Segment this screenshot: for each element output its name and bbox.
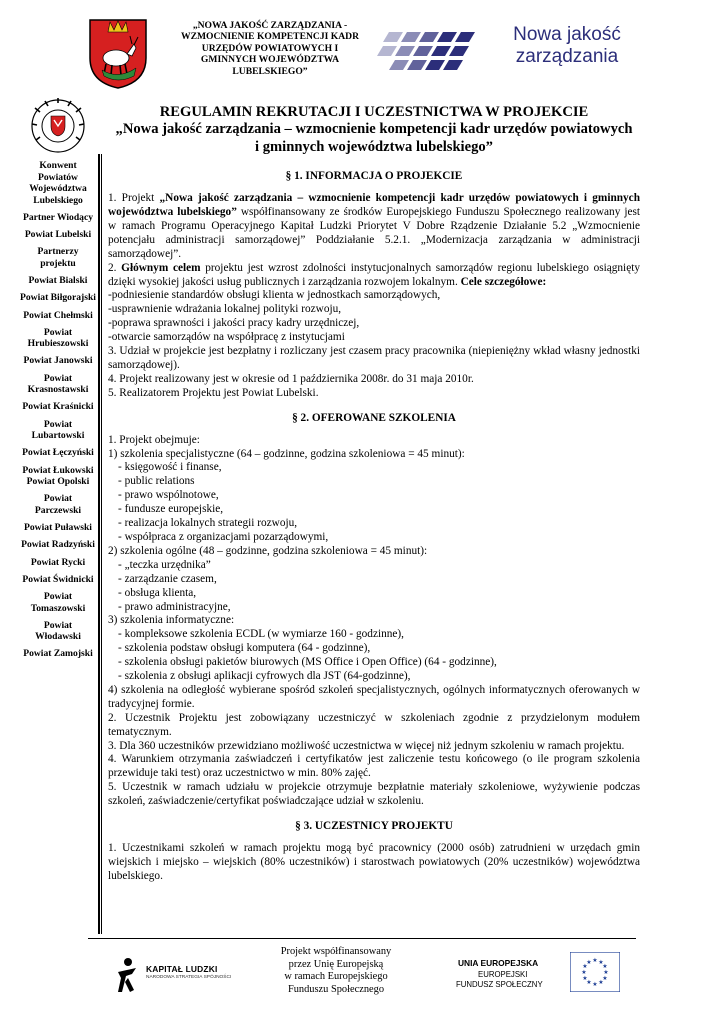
paragraph: 4) szkolenia na odległość wybierane spośród szkoleń specjalistycznych, ogólnych informatycznych oferowanych w tradycyjnej formie. <box>108 683 640 710</box>
text-bold: Głównym celem <box>121 261 201 274</box>
project-title-line: LUBELSKIEGO” <box>232 65 308 77</box>
svg-text:★: ★ <box>586 959 592 966</box>
list-item: - szkolenia z obsługi aplikacji cyfrowych dla JST (64-godzinne), <box>118 670 411 683</box>
list-item: -usprawnienie wdrażania lokalnej polityki rozwoju, <box>108 303 342 316</box>
paragraph: 4. Projekt realizowany jest w okresie od 1 października 2008r. do 31 maja 2010r. <box>108 372 474 385</box>
sidebar-item: Powiat Lubelski <box>24 229 92 241</box>
sidebar-item: Powiat Opolski <box>26 476 90 488</box>
project-title-line: URZĘDÓW POWIATOWYCH I <box>201 42 339 54</box>
sidebar-item: Powiat Włodawski <box>35 619 81 643</box>
sidebar-item: Powiat Rycki <box>30 556 86 568</box>
svg-text:★: ★ <box>582 963 588 970</box>
list-item: - realizacja lokalnych strategii rozwoju, <box>118 517 298 530</box>
cofinancing-line: Projekt współfinansowany <box>280 946 392 957</box>
header <box>0 8 724 88</box>
sidebar-item: Powiat Krasnostawski <box>27 372 89 396</box>
sidebar-item: Powiat Świdnicki <box>22 573 94 585</box>
paragraph: 1) szkolenia specjalistyczne (64 – godzinne, godzina szkoleniowa = 45 minut): <box>108 447 465 460</box>
paragraph <box>108 262 640 290</box>
list-item: - public relations <box>118 475 195 488</box>
text: 1. Projekt <box>108 192 160 205</box>
section-heading-3: § 3. UCZESTNICY PROJEKTU <box>295 820 453 833</box>
list-item: -otwarcie samorządów na współpracę z instytucjami <box>108 331 345 344</box>
section-heading-2: § 2. OFEROWANE SZKOLENIA <box>292 411 456 424</box>
zwiazek-powiatow-polskich-emblem-icon <box>23 94 93 158</box>
svg-text:★: ★ <box>598 979 604 986</box>
footer <box>0 934 724 1024</box>
eu-logo-block <box>440 944 636 1016</box>
logo-line: zarządzania <box>515 46 619 67</box>
list-item: - fundusze europejskie, <box>118 503 224 516</box>
footer-rule <box>88 938 636 939</box>
list-item: -poprawa sprawności i jakości pracy kadry urzędniczej, <box>108 317 360 330</box>
column-divider <box>98 154 100 934</box>
project-title-line: „NOWA JAKOŚĆ ZARZĄDZANIA - <box>192 20 348 31</box>
svg-text:★: ★ <box>602 963 608 970</box>
text: współfinansowany ze środków Europejskiego Funduszu Społecznego realizowany jest w ramach Programu Operacyjnego Kapitał Ludzki Priorytet V Dobre Rządzenie Działanie 5.2 „Wzmocnienie potencjału administracji samorządowej” Poddziałanie 5.2.1. „Modernizacja zarządzania w administracji samorządowej”. <box>108 206 641 260</box>
title-line: REGULAMIN REKRUTACJI I UCZESTNICTWA W PROJEKCIE <box>159 104 589 120</box>
svg-text:★: ★ <box>581 969 587 976</box>
svg-text:★: ★ <box>582 975 588 982</box>
eu-title: UNIA EUROPEJSKA <box>458 958 539 968</box>
svg-text:★: ★ <box>603 969 609 976</box>
sidebar-item: Partnerzy projektu <box>37 246 79 269</box>
title-line: i gminnych województwa lubelskiego” <box>255 138 493 155</box>
list-item: - szkolenia obsługi pakietów biurowych (MS Office i Open Office) (64 - godzinne), <box>118 656 497 669</box>
sidebar-item: Powiat Parczewski <box>34 493 82 516</box>
parallelogram-grid-logo-icon <box>375 28 495 76</box>
kapital-ludzki-subtitle: NARODOWA STRATEGIA SPÓJNOŚCI <box>146 975 232 980</box>
list-item: - prawo administracyjne, <box>118 600 231 613</box>
document-body <box>108 104 640 884</box>
project-title-line: GMINNYCH WOJEWÓDZTWA <box>200 54 340 66</box>
project-title-header <box>172 20 368 77</box>
paragraph: 3) szkolenia informatyczne: <box>108 614 235 627</box>
svg-text:★: ★ <box>586 979 592 986</box>
eu-subtitle: FUNDUSZ SPOŁECZNY <box>456 980 543 989</box>
sidebar-item: Partner Wiodący <box>22 211 94 223</box>
spacer <box>108 809 640 820</box>
logo-line: Nowa jakość <box>513 24 621 45</box>
paragraph: 3. Udział w projekcie jest bezpłatny i rozliczany jest czasem pracy pracownika (niepieniężny wkład własny jednostki samorządowej). <box>108 345 640 371</box>
svg-text:★: ★ <box>592 981 598 988</box>
sidebar-item: Powiat Janowski <box>23 355 93 367</box>
text: projektu jest wzrost zdolności instytucjonalnych samorządów regionu lubelskiego osiągnięty dzięki wysokiej jakości usług publicznych i zarządzania rozwojem lokalnym. <box>108 261 640 288</box>
text: 2. <box>108 261 122 274</box>
paragraph: 4. Warunkiem otrzymania zaświadczeń i certyfikatów jest zaliczenie testu końcowego (o ile program szkolenia przewiduje taki test) oraz uczestnictwo w min. 80% zajęć. <box>108 753 640 780</box>
sidebar-item: Powiat Tomaszowski <box>30 590 86 614</box>
list-item: - „teczka urzędnika” <box>118 558 211 571</box>
svg-text:★: ★ <box>598 959 604 966</box>
paragraph: 1. Uczestnikami szkoleń w ramach projektu mogą być pracownicy (2000 osób) zatrudnieni w urzędach gmin wiejskich i miejsko – wiejskich (80% uczestników) i starostwach powiatowych (20% uczestników) województwa lubelskiego. <box>108 842 640 882</box>
sidebar-item: Powiat Zamojski <box>23 648 93 660</box>
list-item: -podniesienie standardów obsługi klienta w jednostkach samorządowych, <box>108 289 441 302</box>
spacer <box>108 401 640 412</box>
list-item: - zarządzanie czasem, <box>118 572 217 585</box>
partners-sidebar <box>20 94 96 666</box>
paragraph: 2) szkolenia ogólne (48 – godzinne, godzina szkoleniowa = 45 minut): <box>108 544 428 557</box>
sidebar-item: Powiat Łęczyński <box>22 447 94 459</box>
sidebar-item: Powiat Bialski <box>28 275 88 287</box>
title-line: „Nowa jakość zarządzania – wzmocnienie kompetencji kadr urzędów powiatowych <box>115 121 633 138</box>
sidebar-item: Powiat Łukowski <box>22 464 94 476</box>
list-item: - obsługa klienta, <box>118 586 197 599</box>
text-bold: „Nowa jakość zarządzania – wzmocnienie kompetencji kadr urzędów powiatowych i gminnych województwa lubelskiego” <box>108 192 640 219</box>
lublin-crest-icon <box>88 18 148 90</box>
text-bold: Cele szczegółowe: <box>460 275 547 288</box>
kapital-ludzki-title: KAPITAŁ LUDZKI <box>146 964 218 974</box>
svg-text:★: ★ <box>602 975 608 982</box>
list-item: - księgowość i finanse, <box>118 461 222 474</box>
paragraph: 2. Uczestnik Projektu jest zobowiązany uczestniczyć w szkoleniach zgodnie z przydzielonym modułem tematycznym. <box>108 711 640 738</box>
paragraph <box>108 192 640 262</box>
list-item: - szkolenia podstaw obsługi komputera (64 - godzinne), <box>118 642 371 655</box>
document-title <box>108 104 640 156</box>
eu-subtitle: EUROPEJSKI <box>478 970 528 979</box>
sidebar-item: Powiat Biłgorajski <box>20 292 96 304</box>
paragraph: 5. Uczestnik w ramach udziału w projekcie otrzymuje bezpłatnie materiały szkoleniowe, wyżywienie podczas szkoleń, zaświadczenie/certyfikat poświadczające udział w szkoleniu. <box>108 781 640 808</box>
sidebar-item: Powiat Radzyński <box>21 539 95 551</box>
sidebar-item: Powiat Hrubieszowski <box>27 326 89 350</box>
cofinancing-line: Funduszu Społecznego <box>287 983 385 995</box>
kapital-ludzki-figure-icon <box>112 956 142 996</box>
list-item: - kompleksowe szkolenia ECDL (w wymiarze 160 - godzinne), <box>118 628 405 641</box>
svg-text:★: ★ <box>592 957 598 964</box>
sidebar-item: Powiat Kraśnicki <box>22 401 94 413</box>
sidebar-item: Konwent Powiatów Województwa Lubelskiego <box>29 160 87 206</box>
list-item: - współpraca z organizacjami pozarządowymi, <box>118 530 329 543</box>
column-divider <box>101 154 102 934</box>
sidebar-item: Powiat Chełmski <box>23 309 93 321</box>
sidebar-item: Powiat Lubartowski <box>31 418 85 442</box>
cofinancing-line: przez Unię Europejską <box>288 958 384 970</box>
project-title-line: WZMOCNIENIE KOMPETENCJI KADR <box>180 31 360 43</box>
section-heading-1: § 1. INFORMACJA O PROJEKCIE <box>285 170 463 183</box>
sidebar-item: Powiat Puławski <box>24 522 92 534</box>
eu-flag-icon <box>570 952 620 992</box>
logo-wordmark <box>502 24 632 68</box>
list-item: - prawo wspólnotowe, <box>118 489 219 502</box>
cofinancing-note <box>266 946 406 996</box>
paragraph: 1. Projekt obejmuje: <box>108 433 200 446</box>
cofinancing-line: w ramach Europejskiego <box>284 971 388 983</box>
paragraph: 3. Dla 360 uczestników przewidziano możliwość uczestnictwa w więcej niż jednym szkoleniu w ramach projektu. <box>108 739 625 752</box>
paragraph: 5. Realizatorem Projektu jest Powiat Lubelski. <box>108 386 319 399</box>
